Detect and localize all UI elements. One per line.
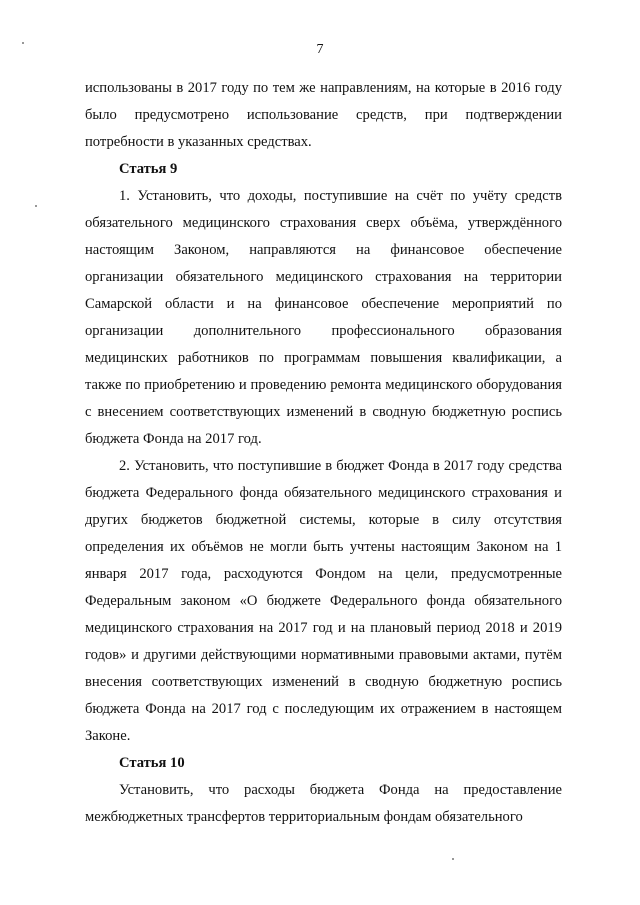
scan-speck bbox=[35, 205, 37, 207]
article-10-heading: Статья 10 bbox=[119, 755, 185, 771]
article-9-heading: Статья 9 bbox=[119, 161, 178, 177]
article-9-paragraph-2: 2. Установить, что поступившие в бюджет Фонда в 2017 году средства бюджета Федерального фонда обязательного медицинского страхования и других бюджетов бюджетной системы, которые в силу отсутствия определения их объёмов не могли быть учтены настоящим Законом на 1 января 2017 года, расходуются Фондом на цели, предусмотренные Федеральным законом «О бюджете Федерального фонда обязательного медицинского страхования на 2017 год и на плановый период 2018 и 2019 годов» и другими действующими нормативными правовыми актами, путём внесения соответствующих изменений в сводную бюджетную роспись бюджета Фонда на 2017 год с последующим их отражением в настоящем Законе. bbox=[85, 458, 562, 744]
article-10-paragraph: Установить, что расходы бюджета Фонда на предоставление межбюджетных трансфертов территориальным фондам обязательного bbox=[85, 782, 562, 825]
article-9-paragraph-1: 1. Установить, что доходы, поступившие на счёт по учёту средств обязательного медицинского страхования сверх объёма, утверждённого настоящим Законом, направляются на финансовое обеспечение организации обязательного медицинского страхования на территории Самарской области и на финансовое обеспечение мероприятий по организации дополнительного профессионального образования медицинских работников по программам повышения квалификации, а также по приобретению и проведению ремонта медицинского оборудования с внесением соответствующих изменений в сводную бюджетную роспись бюджета Фонда на 2017 год. bbox=[85, 188, 562, 447]
page-number: 7 bbox=[316, 42, 324, 57]
paragraph-continuation: использованы в 2017 году по тем же направлениям, на которые в 2016 году было предусмотрено использование средств, при подтверждении потребности в указанных средствах. bbox=[85, 80, 562, 150]
scan-speck bbox=[452, 858, 454, 860]
document-body bbox=[85, 75, 562, 831]
scan-speck bbox=[22, 42, 24, 44]
